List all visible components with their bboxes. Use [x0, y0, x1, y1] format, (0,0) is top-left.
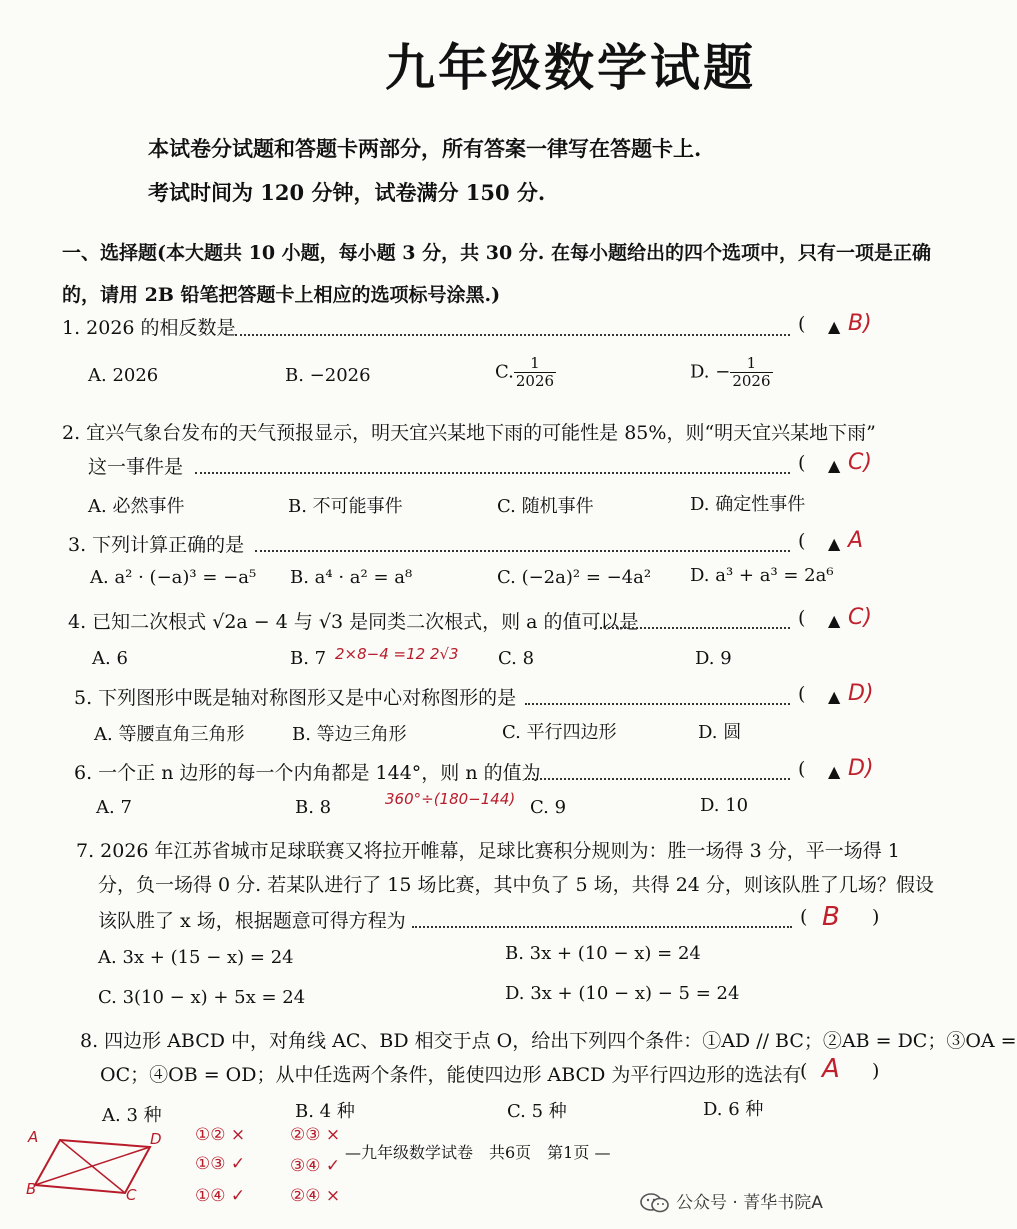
- question-1-option-b: B. −2026: [285, 365, 371, 386]
- question-4-option-b: B. 7: [290, 648, 327, 669]
- question-1-option-c: C. $\frac{1}{2026}$: [495, 354, 555, 390]
- question-5-option-a: A. 等腰直角三角形: [94, 724, 245, 745]
- answer-marker: ▲: [828, 317, 841, 336]
- question-8-option-d: D. 6 种: [703, 1099, 764, 1120]
- paren-open: (: [800, 906, 808, 928]
- question-8-option-b: B. 4 种: [295, 1101, 355, 1122]
- question-4-option-a: A. 6: [92, 648, 128, 669]
- paren-open: (: [798, 607, 806, 629]
- answer-marker: ▲: [828, 534, 841, 553]
- dot-leader: [195, 472, 790, 474]
- sketch-label-d: D: [150, 1130, 162, 1148]
- handwritten-answer-5: D): [848, 681, 874, 706]
- question-7-option-d: D. 3x + (10 − x) − 5 = 24: [505, 983, 740, 1004]
- page-title: 九年级数学试题: [385, 38, 756, 97]
- question-7-stem: 7. 2026 年江苏省城市足球联赛又将拉开帷幕，足球比赛积分规则为：胜一场得 3 分，平一场得 1: [76, 840, 900, 862]
- question-8-option-c: C. 5 种: [507, 1101, 567, 1122]
- question-1-option-d: D. − $\frac{1}{2026}$: [690, 354, 771, 390]
- handwritten-note-4: 2×8−4 =12 2√3: [335, 645, 459, 663]
- dot-leader: [525, 778, 790, 780]
- answer-marker: ▲: [828, 456, 841, 475]
- wechat-icon: [640, 1192, 670, 1214]
- paren-close: ): [872, 906, 880, 928]
- question-8-stem-line-2: OC；④OB = OD；从中任选两个条件，能使四边形 ABCD 为平行四边形的选法有: [100, 1064, 802, 1086]
- question-3-option-b: B. a⁴ · a² = a⁸: [290, 567, 413, 588]
- scratch-combo-4: ②③ ×: [290, 1125, 341, 1145]
- scratch-combo-1: ①② ×: [195, 1125, 246, 1145]
- section-heading-line-1: 一、选择题(本大题共 10 小题，每小题 3 分，共 30 分. 在每小题给出的四个选项中，只有一项是正确: [62, 242, 932, 264]
- handwritten-answer-8: A: [822, 1054, 840, 1084]
- handwritten-answer-3: A: [848, 528, 864, 553]
- handwritten-note-6: 360°÷(180−144): [385, 790, 516, 808]
- sketch-label-c: C: [126, 1186, 137, 1204]
- paren-open: (: [798, 530, 806, 552]
- question-5-stem: 5. 下列图形中既是轴对称图形又是中心对称图形的是: [74, 687, 517, 709]
- question-6-option-a: A. 7: [96, 797, 132, 818]
- handwritten-answer-1: B): [848, 311, 872, 336]
- question-1-option-a: A. 2026: [88, 365, 159, 386]
- watermark-text: 公众号 · 菁华书院A: [676, 1193, 823, 1213]
- question-6-option-c: C. 9: [530, 797, 567, 818]
- answer-marker: ▲: [828, 762, 841, 781]
- question-2-option-c: C. 随机事件: [497, 496, 594, 517]
- paren-open: (: [798, 313, 806, 335]
- question-7-stem-line-2: 分，负一场得 0 分. 若某队进行了 15 场比赛，其中负了 5 场，共得 24 分，则该队胜了几场？假设: [98, 874, 934, 896]
- dot-leader: [525, 703, 790, 705]
- sketch-label-a: A: [28, 1128, 39, 1146]
- handwritten-parallelogram-sketch: [20, 1125, 160, 1205]
- watermark: [640, 1188, 823, 1214]
- question-7-option-b: B. 3x + (10 − x) = 24: [505, 943, 701, 964]
- question-2-stem-line-2: 这一事件是: [88, 456, 184, 478]
- answer-marker: ▲: [828, 687, 841, 706]
- question-1-stem: 1. 2026 的相反数是: [62, 317, 236, 339]
- scratch-combo-3: ①④ ✓: [195, 1186, 246, 1206]
- question-3-option-a: A. a² · (−a)³ = −a⁵: [90, 567, 257, 588]
- question-2-option-d: D. 确定性事件: [690, 494, 806, 515]
- sketch-label-b: B: [26, 1180, 37, 1198]
- scratch-combo-2: ①③ ✓: [195, 1154, 246, 1174]
- question-4-option-d: D. 9: [695, 648, 732, 669]
- handwritten-answer-2: C): [848, 450, 872, 475]
- question-6-option-d: D. 10: [700, 795, 749, 816]
- question-5-option-d: D. 圆: [698, 722, 742, 743]
- paren-close: ): [872, 1060, 880, 1082]
- dot-leader: [235, 334, 790, 336]
- dot-leader: [595, 627, 790, 629]
- scratch-combo-6: ②④ ×: [290, 1186, 341, 1206]
- scratch-combo-5: ③④ ✓: [290, 1156, 341, 1176]
- section-heading-line-2: 的，请用 2B 铅笔把答题卡上相应的选项标号涂黑.): [62, 284, 501, 306]
- question-2-stem: 2. 宜兴气象台发布的天气预报显示，明天宜兴某地下雨的可能性是 85%，则“明天宜兴某地下雨”: [62, 422, 876, 444]
- handwritten-answer-4: C): [848, 605, 872, 630]
- question-8-option-a: A. 3 种: [102, 1105, 162, 1126]
- question-2-option-b: B. 不可能事件: [288, 496, 403, 517]
- question-7-option-c: C. 3(10 − x) + 5x = 24: [98, 987, 306, 1008]
- question-3-stem: 3. 下列计算正确的是: [68, 534, 245, 556]
- dot-leader: [255, 550, 790, 552]
- answer-marker: ▲: [828, 611, 841, 630]
- paren-open: (: [798, 452, 806, 474]
- intro-line-2: 考试时间为 120 分钟，试卷满分 150 分.: [148, 180, 546, 205]
- question-7-stem-line-3: 该队胜了 x 场，根据题意可得方程为: [98, 910, 406, 932]
- intro-line-1: 本试卷分试题和答题卡两部分，所有答案一律写在答题卡上.: [148, 136, 702, 161]
- question-5-option-c: C. 平行四边形: [502, 722, 617, 743]
- question-4-stem: 4. 已知二次根式 √2a − 4 与 √3 是同类二次根式，则 a 的值可以是: [68, 611, 639, 633]
- dot-leader: [412, 926, 792, 928]
- question-3-option-c: C. (−2a)² = −4a²: [497, 567, 652, 588]
- question-2-option-a: A. 必然事件: [88, 496, 185, 517]
- handwritten-answer-6: D): [848, 756, 874, 781]
- paren-open: (: [798, 683, 806, 705]
- handwritten-answer-7: B: [822, 902, 840, 932]
- question-3-option-d: D. a³ + a³ = 2a⁶: [690, 565, 834, 586]
- page-footer: —九年级数学试卷 共6页 第1页 —: [345, 1143, 611, 1162]
- paren-open: (: [798, 758, 806, 780]
- paren-open: (: [800, 1060, 808, 1082]
- question-8-stem: 8. 四边形 ABCD 中，对角线 AC、BD 相交于点 O，给出下列四个条件：①AD // BC；②AB = DC；③OA =: [80, 1030, 1017, 1052]
- question-4-option-c: C. 8: [498, 648, 535, 669]
- question-6-option-b: B. 8: [295, 797, 332, 818]
- question-5-option-b: B. 等边三角形: [292, 724, 407, 745]
- question-7-option-a: A. 3x + (15 − x) = 24: [98, 947, 294, 968]
- question-6-stem: 6. 一个正 n 边形的每一个内角都是 144°，则 n 的值为: [74, 762, 541, 784]
